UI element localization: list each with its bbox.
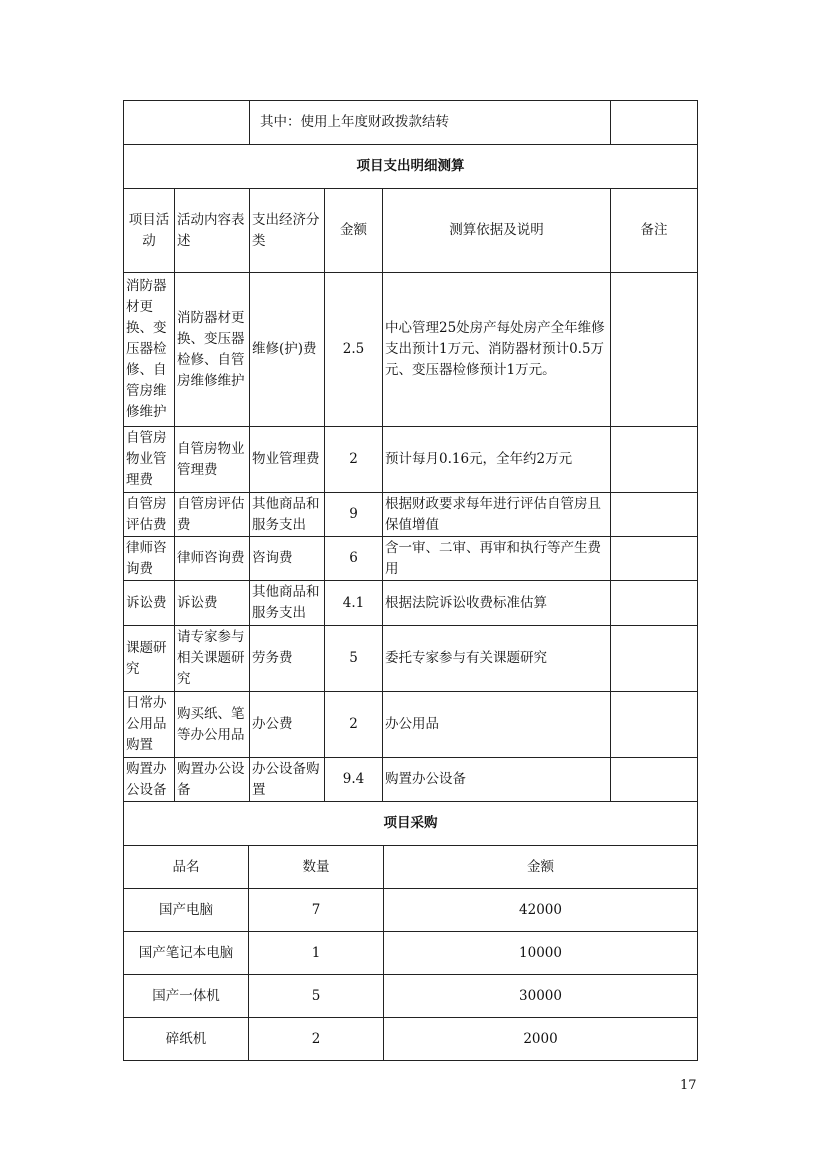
detail-header-row (124, 189, 698, 273)
row-basis: 根据法院诉讼收费标准估算 (383, 581, 611, 626)
header-item-name: 品名 (124, 846, 249, 889)
row-note (611, 493, 698, 537)
table-row (124, 273, 698, 427)
row-content: 消防器材更换、变压器检修、自管房维修维护 (175, 273, 250, 427)
row-amount: 2 (325, 692, 383, 758)
header-amount: 金额 (325, 189, 383, 273)
item-name: 国产电脑 (124, 889, 249, 932)
row-note (611, 626, 698, 692)
row-note (611, 273, 698, 427)
row-basis: 预计每月0.16元，全年约2万元 (383, 427, 611, 493)
row-category: 其他商品和服务支出 (250, 581, 325, 626)
item-quantity: 1 (249, 932, 384, 975)
row-category: 咨询费 (250, 537, 325, 581)
row-category: 办公费 (250, 692, 325, 758)
item-amount: 42000 (384, 889, 698, 932)
row-amount: 5 (325, 626, 383, 692)
row-note (611, 692, 698, 758)
row-amount: 4.1 (325, 581, 383, 626)
row-activity: 律师咨询费 (124, 537, 175, 581)
item-amount: 10000 (384, 932, 698, 975)
detail-title-row (124, 145, 698, 189)
row-note (611, 758, 698, 802)
row-activity: 自管房评估费 (124, 493, 175, 537)
row-content: 购买纸、笔等办公用品 (175, 692, 250, 758)
item-amount: 30000 (384, 975, 698, 1018)
table-row (124, 932, 698, 975)
page-number: 17 (680, 1078, 697, 1093)
row-activity: 诉讼费 (124, 581, 175, 626)
table-row (124, 626, 698, 692)
row-activity: 自管房物业管理费 (124, 427, 175, 493)
detail-table (123, 100, 698, 802)
carryover-blank (124, 101, 250, 145)
row-category: 维修(护)费 (250, 273, 325, 427)
header-basis: 测算依据及说明 (383, 189, 611, 273)
table-row (124, 889, 698, 932)
procurement-table (123, 801, 698, 1061)
row-activity: 日常办公用品购置 (124, 692, 175, 758)
row-content: 请专家参与相关课题研究 (175, 626, 250, 692)
table-row (124, 427, 698, 493)
header-category: 支出经济分类 (250, 189, 325, 273)
table-row (124, 493, 698, 537)
row-basis: 委托专家参与有关课题研究 (383, 626, 611, 692)
row-basis: 含一审、二审、再审和执行等产生费用 (383, 537, 611, 581)
item-name: 国产笔记本电脑 (124, 932, 249, 975)
row-basis: 中心管理25处房产每处房产全年维修支出预计1万元、消防器材预计0.5万元、变压器检修预计1万元。 (383, 273, 611, 427)
row-basis: 办公用品 (383, 692, 611, 758)
detail-title: 项目支出明细测算 (124, 145, 698, 189)
table-row (124, 581, 698, 626)
item-amount: 2000 (384, 1018, 698, 1061)
row-activity: 消防器材更换、变压器检修、自管房维修维护 (124, 273, 175, 427)
header-content: 活动内容表述 (175, 189, 250, 273)
row-category: 办公设备购置 (250, 758, 325, 802)
row-category: 劳务费 (250, 626, 325, 692)
item-quantity: 7 (249, 889, 384, 932)
table-row (124, 975, 698, 1018)
row-amount: 2 (325, 427, 383, 493)
carryover-label: 其中：使用上年度财政拨款结转 (250, 101, 611, 145)
row-content: 自管房评估费 (175, 493, 250, 537)
row-basis: 购置办公设备 (383, 758, 611, 802)
budget-sheet (123, 100, 697, 1061)
row-category: 其他商品和服务支出 (250, 493, 325, 537)
item-name: 碎纸机 (124, 1018, 249, 1061)
item-name: 国产一体机 (124, 975, 249, 1018)
row-note (611, 427, 698, 493)
row-category: 物业管理费 (250, 427, 325, 493)
table-row (124, 758, 698, 802)
row-amount: 6 (325, 537, 383, 581)
procurement-title: 项目采购 (124, 802, 698, 846)
table-row (124, 537, 698, 581)
row-note (611, 581, 698, 626)
row-basis: 根据财政要求每年进行评估自管房且保值增值 (383, 493, 611, 537)
table-row (124, 1018, 698, 1061)
row-content: 律师咨询费 (175, 537, 250, 581)
row-amount: 9.4 (325, 758, 383, 802)
header-quantity: 数量 (249, 846, 384, 889)
row-activity: 购置办公设备 (124, 758, 175, 802)
carryover-row (124, 101, 698, 145)
row-amount: 2.5 (325, 273, 383, 427)
table-row (124, 692, 698, 758)
row-activity: 课题研究 (124, 626, 175, 692)
item-quantity: 5 (249, 975, 384, 1018)
row-content: 诉讼费 (175, 581, 250, 626)
row-note (611, 537, 698, 581)
header-activity: 项目活动 (124, 189, 175, 273)
header-total: 金额 (384, 846, 698, 889)
row-content: 购置办公设备 (175, 758, 250, 802)
carryover-value (611, 101, 698, 145)
row-content: 自管房物业管理费 (175, 427, 250, 493)
row-amount: 9 (325, 493, 383, 537)
procurement-title-row (124, 802, 698, 846)
header-note: 备注 (611, 189, 698, 273)
procurement-header-row (124, 846, 698, 889)
item-quantity: 2 (249, 1018, 384, 1061)
